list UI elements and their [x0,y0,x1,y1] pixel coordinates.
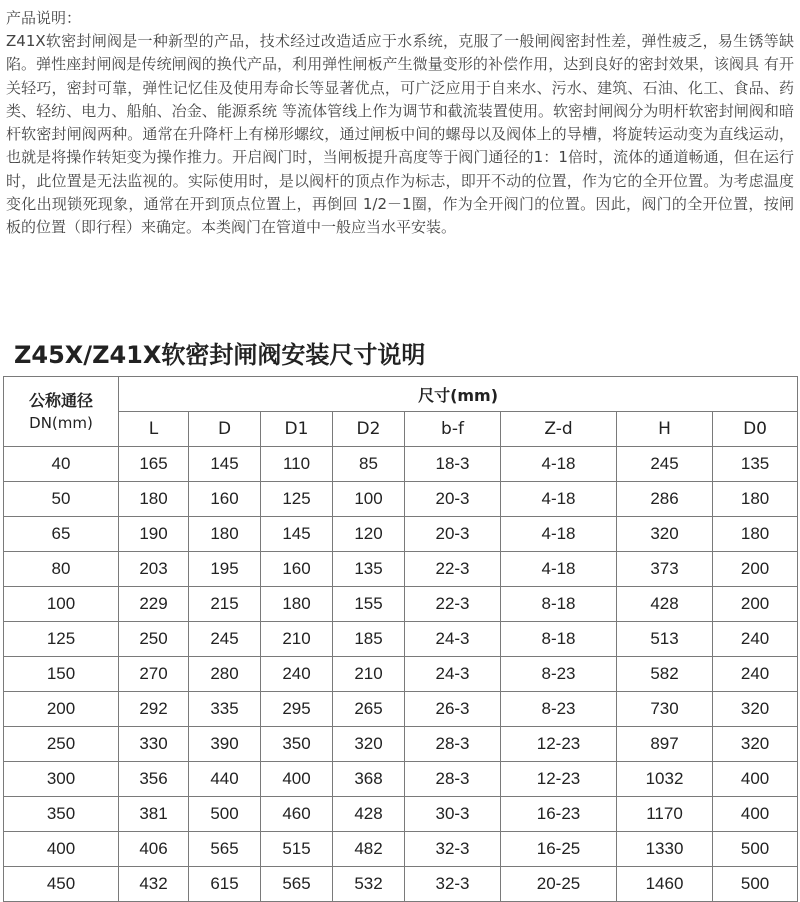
product-description [6,6,794,240]
table-cell: 400 [713,797,798,832]
dn-header-main: 公称通径 [28,390,93,410]
table-cell: 240 [261,657,333,692]
dn-cell: 80 [4,552,119,587]
dn-cell: 350 [4,797,119,832]
column-header-d: D [189,412,261,447]
dn-cell: 50 [4,482,119,517]
dn-cell: 200 [4,692,119,727]
table-cell: 1170 [617,797,713,832]
dn-cell: 100 [4,587,119,622]
table-cell: 165 [119,447,189,482]
column-header-d0: D0 [713,412,798,447]
table-row [4,692,798,727]
table-cell: 100 [333,482,405,517]
table-cell: 440 [189,762,261,797]
table-cell: 4-18 [501,482,617,517]
table-cell: 615 [189,867,261,902]
table-cell: 180 [713,517,798,552]
table-cell: 12-23 [501,727,617,762]
table-cell: 180 [261,587,333,622]
dn-cell: 65 [4,517,119,552]
table-cell: 565 [261,867,333,902]
table-cell: 335 [189,692,261,727]
dn-cell: 300 [4,762,119,797]
table-cell: 320 [333,727,405,762]
dn-cell: 250 [4,727,119,762]
table-cell: 1032 [617,762,713,797]
table-cell: 240 [713,622,798,657]
table-row [4,622,798,657]
table-cell: 28-3 [405,762,501,797]
column-header-l: L [119,412,189,447]
table-cell: 20-25 [501,867,617,902]
dn-cell: 40 [4,447,119,482]
table-cell: 280 [189,657,261,692]
table-row [4,657,798,692]
table-cell: 145 [261,517,333,552]
table-row [4,797,798,832]
table-cell: 270 [119,657,189,692]
table-row [4,517,798,552]
table-cell: 215 [189,587,261,622]
table-cell: 295 [261,692,333,727]
table-cell: 32-3 [405,832,501,867]
table-cell: 195 [189,552,261,587]
table-cell: 240 [713,657,798,692]
column-header-b-f: b-f [405,412,501,447]
column-header-d1: D1 [261,412,333,447]
column-header-d2: D2 [333,412,405,447]
table-cell: 8-18 [501,587,617,622]
table-cell: 135 [713,447,798,482]
table-cell: 265 [333,692,405,727]
table-cell: 24-3 [405,622,501,657]
table-cell: 400 [261,762,333,797]
table-row [4,762,798,797]
table-cell: 210 [333,657,405,692]
table-cell: 406 [119,832,189,867]
table-cell: 16-23 [501,797,617,832]
table-cell: 482 [333,832,405,867]
table-cell: 210 [261,622,333,657]
table-cell: 320 [713,692,798,727]
table-row [4,832,798,867]
table-cell: 356 [119,762,189,797]
table-cell: 120 [333,517,405,552]
table-cell: 428 [617,587,713,622]
table-cell: 515 [261,832,333,867]
table-cell: 20-3 [405,517,501,552]
dn-cell: 150 [4,657,119,692]
table-cell: 897 [617,727,713,762]
dn-header-sub: DN(mm) [29,413,93,432]
table-cell: 180 [189,517,261,552]
table-cell: 381 [119,797,189,832]
table-cell: 245 [617,447,713,482]
table-cell: 200 [713,552,798,587]
table-cell: 229 [119,587,189,622]
table-cell: 203 [119,552,189,587]
table-cell: 32-3 [405,867,501,902]
table-cell: 1460 [617,867,713,902]
table-cell: 500 [713,832,798,867]
table-cell: 180 [713,482,798,517]
header-row-top [4,377,798,412]
table-cell: 400 [713,762,798,797]
table-cell: 24-3 [405,657,501,692]
table-cell: 292 [119,692,189,727]
dimension-table [3,376,798,902]
table-cell: 532 [333,867,405,902]
dn-cell: 125 [4,622,119,657]
table-cell: 1330 [617,832,713,867]
table-row [4,587,798,622]
table-cell: 330 [119,727,189,762]
dn-cell: 400 [4,832,119,867]
dimensions-header: 尺寸(mm) [119,377,798,412]
table-cell: 16-25 [501,832,617,867]
table-title: Z45X/Z41X软密封闸阀安装尺寸说明 [14,341,426,369]
table-cell: 185 [333,622,405,657]
table-body [4,447,798,902]
table-cell: 4-18 [501,552,617,587]
table-cell: 320 [713,727,798,762]
table-cell: 160 [189,482,261,517]
table-cell: 145 [189,447,261,482]
table-cell: 286 [617,482,713,517]
table-cell: 500 [189,797,261,832]
table-cell: 22-3 [405,587,501,622]
table-cell: 30-3 [405,797,501,832]
table-cell: 428 [333,797,405,832]
table-cell: 155 [333,587,405,622]
table-cell: 85 [333,447,405,482]
table-cell: 4-18 [501,517,617,552]
table-cell: 250 [119,622,189,657]
table-cell: 28-3 [405,727,501,762]
column-header-z-d: Z-d [501,412,617,447]
table-cell: 4-18 [501,447,617,482]
table-row [4,482,798,517]
table-cell: 135 [333,552,405,587]
table-row [4,447,798,482]
table-cell: 730 [617,692,713,727]
dn-cell: 450 [4,867,119,902]
table-cell: 22-3 [405,552,501,587]
table-cell: 8-23 [501,692,617,727]
table-cell: 125 [261,482,333,517]
table-cell: 513 [617,622,713,657]
table-cell: 432 [119,867,189,902]
table-cell: 8-23 [501,657,617,692]
table-cell: 12-23 [501,762,617,797]
table-row [4,552,798,587]
table-cell: 368 [333,762,405,797]
dn-header-cell [4,377,119,447]
header-row-columns [4,412,798,447]
table-row [4,727,798,762]
table-cell: 500 [713,867,798,902]
description-body: Z41X软密封闸阀是一种新型的产品，技术经过改造适应于水系统，克服了一般闸阀密封性差，弹性疲乏，易生锈等缺陷。弹性座封闸阀是传统闸阀的换代产品，利用弹性闸板产生微量变形的补偿作用，达到良好的密封效果，该阀具 有开关轻巧，密封可靠，弹性记忆佳及使用寿命长等显著优点，可广泛应用于自来水、污水、建筑、石油、化工、食品、药类、轻纺、电力、船舶、冶金、能源系统 等流体管线上作为调节和截流装置使用。软密封闸阀分为明杆软密封闸阀和暗杆软密封闸阀两种。通常在升降杆上有梯形螺纹，通过闸板中间的螺母以及阀体上的导槽，将旋转运动变为直线运动，也就是将操作转矩变为操作推力。开启阀门时，当闸板提升高度等于阀门通径的1：1倍时，流体的通道畅通，但在运行时，此位置是无法监视的。实际使用时，是以阀杆的顶点作为标志，即开不动的位置，作为它的全开位置。为考虑温度变化出现锁死现象，通常在开到顶点位置上，再倒回 1/2－1圈，作为全开阀门的位置。因此，阀门的全开位置，按闸板的位置（即行程）来确定。本类阀门在管道中一般应当水平安装。 [6,32,794,237]
table-cell: 18-3 [405,447,501,482]
column-header-h: H [617,412,713,447]
table-cell: 245 [189,622,261,657]
table-cell: 190 [119,517,189,552]
table-cell: 460 [261,797,333,832]
table-cell: 8-18 [501,622,617,657]
table-cell: 350 [261,727,333,762]
table-row [4,867,798,902]
table-cell: 110 [261,447,333,482]
description-heading: 产品说明： [6,9,82,27]
table-cell: 320 [617,517,713,552]
table-cell: 160 [261,552,333,587]
table-cell: 200 [713,587,798,622]
table-cell: 180 [119,482,189,517]
table-cell: 390 [189,727,261,762]
table-cell: 20-3 [405,482,501,517]
table-cell: 565 [189,832,261,867]
table-cell: 373 [617,552,713,587]
table-cell: 26-3 [405,692,501,727]
table-cell: 582 [617,657,713,692]
